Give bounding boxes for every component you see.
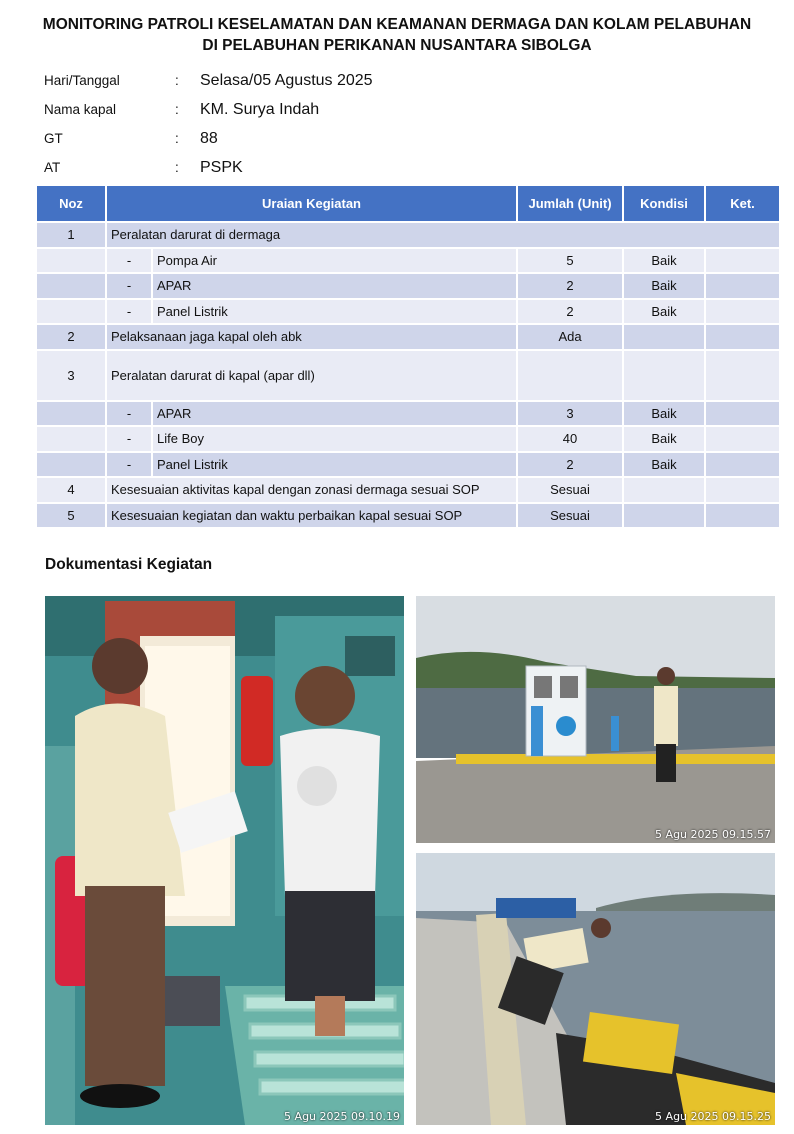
row-quantity: Ada (517, 324, 623, 350)
row-item: APAR (152, 273, 517, 299)
row-notes (705, 401, 780, 427)
table-row (36, 324, 780, 350)
dock-panel-scene (416, 853, 775, 1125)
documentation-title: Dokumentasi Kegiatan (45, 556, 213, 573)
header-condition: Kondisi (623, 185, 705, 222)
row-no: 1 (36, 222, 106, 248)
row-no-empty (36, 273, 106, 299)
meta-row-gt (44, 124, 373, 153)
meta-colon: : (175, 160, 179, 175)
row-notes (705, 503, 780, 529)
table-row (36, 248, 780, 274)
row-condition: Baik (623, 452, 705, 478)
photo-timestamp: 5 Agu 2025 09.10.19 (284, 1110, 400, 1123)
row-no: 2 (36, 324, 106, 350)
row-description: Kesesuaian aktivitas kapal dengan zonasi dermaga sesuai SOP (106, 477, 517, 503)
table-row (36, 426, 780, 452)
row-description: Kesesuaian kegiatan dan waktu perbaikan kapal sesuai SOP (106, 503, 517, 529)
row-dash: - (106, 452, 152, 478)
meta-label: GT (44, 131, 63, 146)
meta-colon: : (175, 102, 179, 117)
row-condition: Baik (623, 401, 705, 427)
row-quantity: 2 (517, 273, 623, 299)
row-condition: Baik (623, 248, 705, 274)
row-quantity: 40 (517, 426, 623, 452)
row-quantity: Sesuai (517, 503, 623, 529)
table-row (36, 350, 780, 401)
row-quantity: 3 (517, 401, 623, 427)
row-item: Panel Listrik (152, 452, 517, 478)
row-no: 3 (36, 350, 106, 401)
row-item: Panel Listrik (152, 299, 517, 325)
row-item: APAR (152, 401, 517, 427)
header-no: Noz (36, 185, 106, 222)
meta-row-at (44, 153, 373, 182)
row-condition: Baik (623, 426, 705, 452)
row-notes (705, 299, 780, 325)
row-notes (705, 350, 780, 401)
row-notes (705, 452, 780, 478)
row-description: Peralatan darurat di kapal (apar dll) (106, 350, 517, 401)
document-title (0, 14, 794, 56)
meta-colon: : (175, 73, 179, 88)
table-row (36, 503, 780, 529)
row-no: 4 (36, 477, 106, 503)
meta-value: PSPK (200, 158, 243, 176)
row-condition (623, 350, 705, 401)
title-line-1: MONITORING PATROLI KESELAMATAN DAN KEAMANAN DERMAGA DAN KOLAM PELABUHAN (42, 16, 752, 33)
header-notes: Ket. (705, 185, 780, 222)
row-description: Peralatan darurat di dermaga (106, 222, 780, 248)
row-notes (705, 324, 780, 350)
header-quantity: Jumlah (Unit) (517, 185, 623, 222)
row-notes (705, 273, 780, 299)
row-no: 5 (36, 503, 106, 529)
row-no-empty (36, 452, 106, 478)
row-dash: - (106, 273, 152, 299)
photo-boat-inspection (45, 596, 404, 1125)
row-dash: - (106, 299, 152, 325)
photo-water-pump (416, 596, 775, 843)
table-header-row (36, 185, 780, 222)
table-row (36, 477, 780, 503)
row-notes (705, 248, 780, 274)
header-description: Uraian Kegiatan (106, 185, 517, 222)
row-no-empty (36, 426, 106, 452)
row-item: Pompa Air (152, 248, 517, 274)
meta-colon: : (175, 131, 179, 146)
row-notes (705, 477, 780, 503)
table-row (36, 452, 780, 478)
row-quantity (517, 350, 623, 401)
photo-timestamp: 5 Agu 2025 09.15.25 (655, 1110, 771, 1123)
row-dash: - (106, 426, 152, 452)
meta-value: 88 (200, 129, 218, 147)
row-quantity: 2 (517, 299, 623, 325)
row-quantity: Sesuai (517, 477, 623, 503)
row-condition (623, 324, 705, 350)
row-dash: - (106, 401, 152, 427)
meta-value: Selasa/05 Agustus 2025 (200, 71, 373, 89)
row-dash: - (106, 248, 152, 274)
meta-value: KM. Surya Indah (200, 100, 320, 118)
row-quantity: 2 (517, 452, 623, 478)
row-no-empty (36, 248, 106, 274)
meta-row-date (44, 66, 373, 95)
row-no-empty (36, 401, 106, 427)
meta-label: Nama kapal (44, 102, 117, 117)
row-quantity: 5 (517, 248, 623, 274)
meta-label: AT (44, 160, 61, 175)
vessel-info (44, 66, 373, 182)
photo-timestamp: 5 Agu 2025 09.15.57 (655, 828, 771, 841)
row-condition: Baik (623, 273, 705, 299)
meta-row-ship-name (44, 95, 373, 124)
row-condition (623, 503, 705, 529)
row-condition (623, 477, 705, 503)
inspection-table (36, 185, 780, 528)
photo-dock-panel (416, 853, 775, 1125)
table-row (36, 401, 780, 427)
row-notes (705, 426, 780, 452)
title-line-2: DI PELABUHAN PERIKANAN NUSANTARA SIBOLGA (202, 37, 592, 54)
row-condition: Baik (623, 299, 705, 325)
row-item: Life Boy (152, 426, 517, 452)
row-description: Pelaksanaan jaga kapal oleh abk (106, 324, 517, 350)
table-row (36, 299, 780, 325)
boat-cabin-scene (45, 596, 404, 1125)
table-row (36, 222, 780, 248)
pier-pump-scene (416, 596, 775, 843)
row-no-empty (36, 299, 106, 325)
meta-label: Hari/Tanggal (44, 73, 120, 88)
table-row (36, 273, 780, 299)
